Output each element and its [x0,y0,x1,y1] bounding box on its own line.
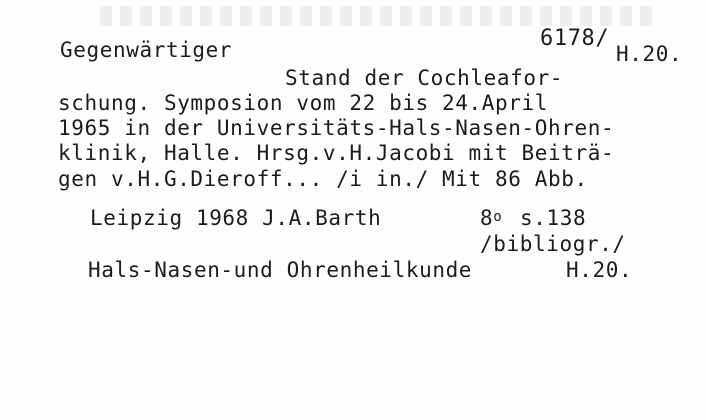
title-line-6: gen v.H.G.Dieroff... /i in./ Mit 86 Abb. [58,167,588,191]
bibliography-note: /bibliogr./ [480,232,626,256]
subject-heading: Hals-Nasen-und Ohrenheilkunde [88,258,473,282]
format [480,208,502,229]
imprint: Leipzig 1968 J.A.Barth [90,206,382,230]
format-superscript: o [493,209,503,225]
faded-bleed-through [100,6,660,26]
subject-code: H.20. [566,258,633,282]
title-line-4: 1965 in der Universitäts-Hals-Nasen-Ohren- [58,116,615,140]
title-first-word: Gegenwärtiger [60,38,233,62]
call-number: 6178/ [540,26,610,51]
pages: s.138 [520,206,587,230]
title-line-2: Stand der Cochleafor- [285,66,564,90]
title-line-5: klinik, Halle. Hrsg.v.H.Jacobi mit Beiträ- [58,141,615,165]
title-line-3: schung. Symposion vom 22 bis 24.April [58,91,548,115]
format-number: 8 [480,206,494,230]
call-suffix: H.20. [616,42,683,66]
